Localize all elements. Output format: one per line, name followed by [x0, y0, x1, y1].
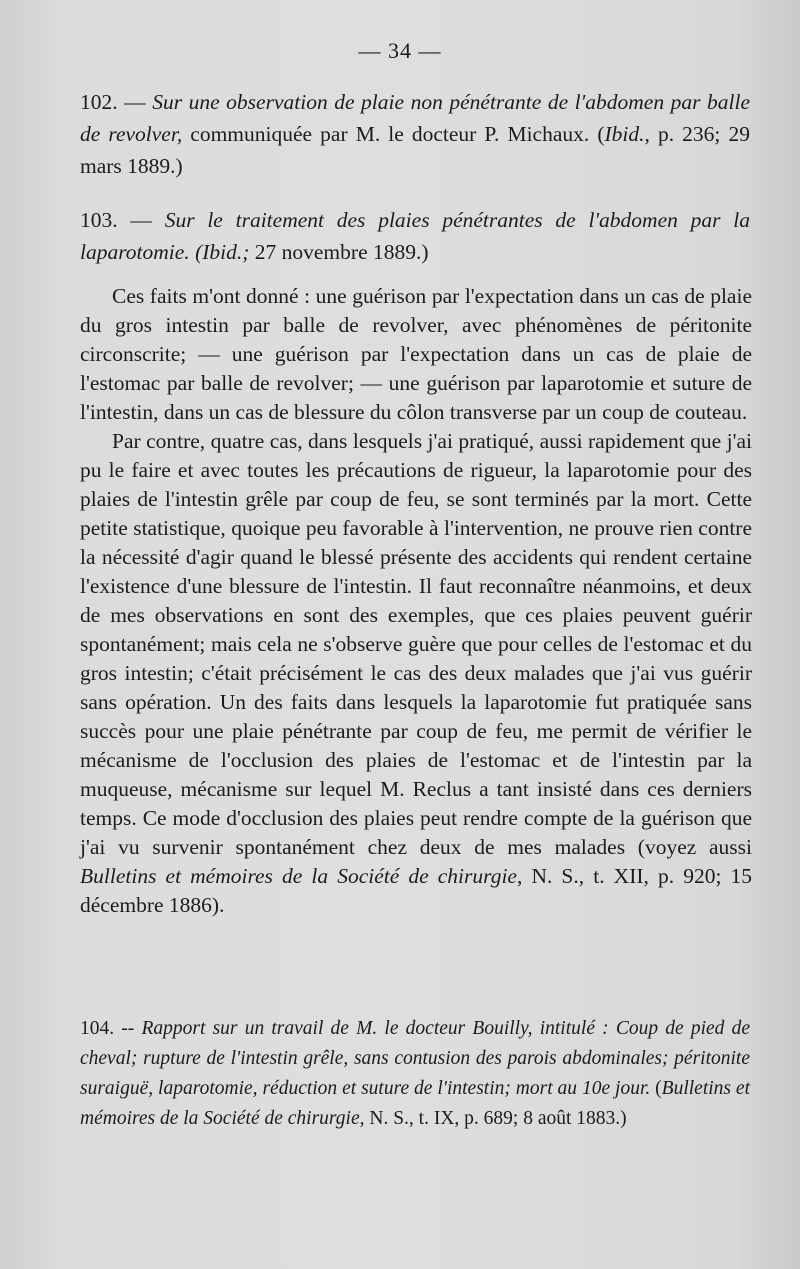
entry-text: ( — [650, 1078, 662, 1099]
paragraph-1: Ces faits m'ont donné : une guérison par l'expectation dans un cas de plaie du gros intestin par balle de revolver, avec phénomènes de péritonite circonscrite; — une guérison par l'expectation dans un cas de plaie de l'estomac par balle de revolver; — une guérison par laparotomie et suture de l'intestin, dans un cas de blessure du côlon transverse par un coup de couteau. — [80, 284, 752, 424]
entry-number: 103. — [80, 208, 118, 232]
entry-text-end: , p. 236; 29 mars 1889.) — [80, 122, 750, 178]
entry-ibid: Ibid. — [604, 122, 645, 146]
entry-number: 104. — [80, 1018, 115, 1039]
entry-source: Bulletins et mémoires de la Société de chirurgie — [80, 1078, 750, 1129]
bibliography-entry-103 — [80, 204, 750, 268]
entry-dash: -- — [114, 1018, 142, 1039]
entry-title: Sur le traitement des plaies pénétrantes de l'abdomen par la laparotomie. — [80, 208, 751, 264]
entry-text: communiquée par M. le docteur P. Michaux. ( — [182, 122, 605, 146]
entry-text-end: , N. S., t. IX, p. 689; 8 août 1883.) — [359, 1108, 627, 1129]
paragraph-2 — [80, 427, 752, 920]
entry-text: 27 novembre 1889.) — [249, 240, 429, 264]
entry-dash: — — [117, 208, 165, 232]
bibliography-entry-102 — [80, 86, 750, 182]
entry-dash: — — [117, 90, 153, 114]
entry-title: Sur une observation de plaie non pénétrante de l'abdomen par balle de revolver, — [80, 90, 750, 146]
entry-number: 102. — [80, 90, 118, 114]
page-number: — 34 — — [358, 38, 442, 63]
entry-ibid: (Ibid.; — [195, 240, 250, 264]
paragraph-2-text: Par contre, quatre cas, dans lesquels j'ai pratiqué, aussi rapidement que j'ai pu le faire et avec toutes les précautions de rigueur, la laparotomie pour des plaies de l'intestin grêle par coup de feu, se sont terminés par la mort. Cette petite statistique, quoique peu favorable à l'intervention, ne prouve rien contre la nécessité d'agir quand le blessé présente des accidents qui rendent certaine l'existence d'une blessure de l'intestin. Il faut reconnaître néanmoins, et deux de mes observations en sont des exemples, que ces plaies peuvent guérir spontanément; mais cela ne s'observe guère que pour celles de l'estomac et du gros intestin; c'était précisément le cas des deux malades que j'ai vus guérir sans opération. Un des faits dans lesquels la laparotomie fut pratiquée sans succès pour une plaie pénétrante par coup de feu, me permit de vérifier le mécanisme de l'occlusion des plaies de l'estomac et de l'intestin par la muqueuse, mécanisme sur lequel M. Reclus a tant insisté dans ces derniers temps. Ce mode d'occlusion des plaies peut rendre compte de la guérison que j'ai vu survenir spontanément chez deux de mes malades (voyez aussi — [80, 429, 752, 859]
paragraph-2-end: , N. S., t. XII, p. 920; 15 décembre 1886). — [80, 864, 753, 917]
bibliography-entry-104 — [80, 1014, 750, 1134]
body-text — [80, 282, 752, 920]
entry-title: Rapport sur un travail de M. le docteur Bouilly, intitulé : Coup de pied de cheval; rupture de l'intestin grêle, sans contusion des parois abdominales; péritonite suraiguë, laparotomie, réduction et suture de l'intestin; mort au 10e jour. — [80, 1018, 750, 1099]
paragraph-2-source: Bulletins et mémoires de la Société de chirurgie — [80, 864, 517, 888]
